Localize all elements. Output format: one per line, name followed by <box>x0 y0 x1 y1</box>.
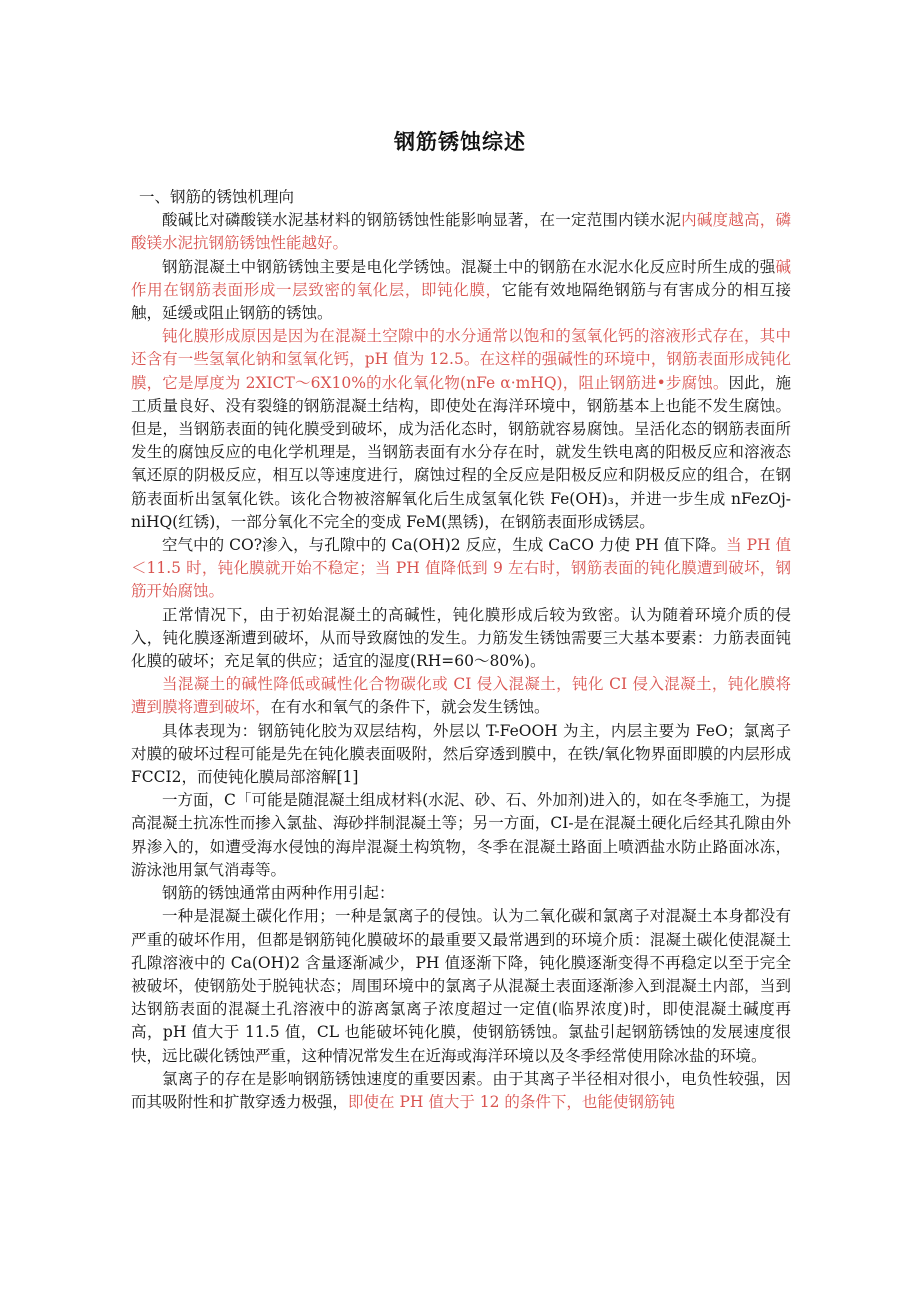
paragraph <box>131 604 791 674</box>
paragraph <box>131 882 791 905</box>
paragraph <box>131 325 791 534</box>
highlighted-text-run: 内碱度越高，磷酸镁水泥抗钢筋锈蚀性能越好。 <box>131 211 791 253</box>
highlighted-text-run: 碱作用在钢筋表面形成一层致密的氧化层，即钝化膜， <box>131 257 791 299</box>
document-title: 钢筋锈蚀综述 <box>394 130 526 154</box>
highlighted-text-run: 即使在 PH 值大于 12 的条件下，也能使钢筋钝 <box>348 1092 675 1111</box>
paragraph <box>131 209 791 255</box>
text-run: 空气中的 CO?渗入，与孔隙中的 Ca(OH)2 反应，生成 CaCO 力使 PH 值下降。 <box>162 536 727 555</box>
document-body <box>131 186 791 1114</box>
highlighted-text-run: 当混凝土的碱性降低或碱性化合物碳化或 CI 侵入混凝土，钝化 CI 侵入混凝土，钝化膜将遭到膜将遭到破坏， <box>131 675 791 717</box>
paragraph <box>131 256 791 326</box>
text-run: 一种是混凝土碳化作用；一种是氯离子的侵蚀。认为二氧化碳和氯离子对混凝土本身都没有严重的破坏作用，但都是钢筋钝化膜破坏的最重要又最常遇到的环境介质：混凝土碳化使混凝土孔隙溶液中的 Ca(OH)2 含量逐渐减少，PH 值逐渐下降，钝化膜逐渐变得不再稳定以至于完全被破坏，使钢筋处于脱钝状态；周围环境中的氯离子从混凝土表面逐渐渗入到混凝土内部，当到达钢筋表面的混凝土孔溶液中的游离氯离子浓度超过一定值(临界浓度)时，即使混凝土碱度再高，pH 值大于 11.5 值，CL 也能破坏钝化膜，使钢筋锈蚀。氯盐引起钢筋锈蚀的发展速度很快，远比碳化锈蚀严重，这种情况常发生在近海或海洋环境以及冬季经常使用除冰盐的环境。 <box>131 907 791 1065</box>
section-heading: 一、钢筋的锈蚀机理向 <box>139 188 295 206</box>
highlighted-text-run: 当 PH 值＜11.5 时，钝化膜就开始不稳定；当 PH 值降低到 9 左右时，钢筋表面的钝化膜遭到破坏，钢筋开始腐蚀。 <box>131 536 791 601</box>
paragraph <box>131 789 791 882</box>
text-run: 钢筋混凝土中钢筋锈蚀主要是电化学锈蚀。混凝土中的钢筋在水泥水化反应时所生成的强 <box>162 257 776 276</box>
paragraph <box>131 720 791 790</box>
text-run: 具体表现为：钢筋钝化胶为双层结构，外层以 T-FeOOH 为主，内层主要为 FeO；氯离子对膜的破坏过程可能是先在钝化膜表面吸附，然后穿透到膜中，在铁/氧化物界面即膜的内层形成 FCCI2，而使钝化膜局部溶解[1] <box>131 721 791 787</box>
paragraph <box>131 1068 791 1114</box>
highlighted-text-run: 钝化膜形成原因是因为在混凝土空隙中的水分通常以饱和的氢氧化钙的溶液形式存在，其中还含有一些氢氧化钠和氢氧化钙，pH 值为 12.5。在这样的强碱性的环境中，钢筋表面形成钝化膜，它是厚度为 2XICT～6X10%的水化氧化物(nFe α·mHQ)，阻止钢筋进•步腐蚀。 <box>131 327 791 392</box>
paragraph <box>131 534 791 604</box>
text-run: 钢筋的锈蚀通常由两种作用引起： <box>162 884 395 903</box>
paragraph <box>131 905 791 1067</box>
text-run: 正常情况下，由于初始混凝土的高碱性，钝化膜形成后较为致密。认为随着环境介质的侵入，钝化膜逐渐遭到破坏，从而导致腐蚀的发生。力筋发生锈蚀需要三大基本要素：力筋表面钝化膜的破坏；充足氧的供应；适宜的湿度(RH=60～80%)。 <box>131 605 791 671</box>
text-run: 在有水和氧气的条件下，就会发生锈蚀。 <box>270 698 550 717</box>
text-run: 酸碱比对磷酸镁水泥基材料的钢筋锈蚀性能影响显著，在一定范围内镁水泥 <box>162 211 682 230</box>
text-run: 一方面，C「可能是随混凝土组成材料(水泥、砂、石、外加剂)进入的，如在冬季施工，为提高混凝土抗冻性而掺入氯盐、海砂拌制混凝土等；另一方面，CI-是在混凝土硬化后经其孔隙由外界渗入的，如遭受海水侵蚀的海岸混凝土构筑物，冬季在混凝土路面上喷洒盐水防止路面冰冻，游泳池用氯气消毒等。 <box>131 791 791 879</box>
paragraph <box>131 673 791 719</box>
text-run: 它能有效地隔绝钢筋与有害成分的相互接触，延缓或阻止钢筋的锈蚀。 <box>131 280 791 323</box>
text-run: 氯离子的存在是影响钢筋锈蚀速度的重要因素。由于其离子半径相对很小，电负性较强，因而其吸附性和扩散穿透力极强， <box>131 1069 791 1111</box>
text-run: 因此，施工质量良好、没有裂缝的钢筋混凝土结构，即使处在海洋环境中，钢筋基本上也能不发生腐蚀。但是，当钢筋表面的钝化膜受到破坏，成为活化态时，钢筋就容易腐蚀。呈活化态的钢筋表面所发生的腐蚀反应的电化学机理是，当钢筋表面有水分存在时，就发生铁电离的阳极反应和溶液态氧还原的阴极反应，相互以等速度进行，腐蚀过程的全反应是阳极反应和阴极反应的组合，在钢筋表面析出氢氧化铁。该化合物被溶解氧化后生成氢氧化铁 Fe(OH)₃，并进一步生成 nFezOj-niHQ(红锈)，一部分氧化不完全的变成 FeM(黑锈)，在钢筋表面形成锈层。 <box>131 373 791 531</box>
